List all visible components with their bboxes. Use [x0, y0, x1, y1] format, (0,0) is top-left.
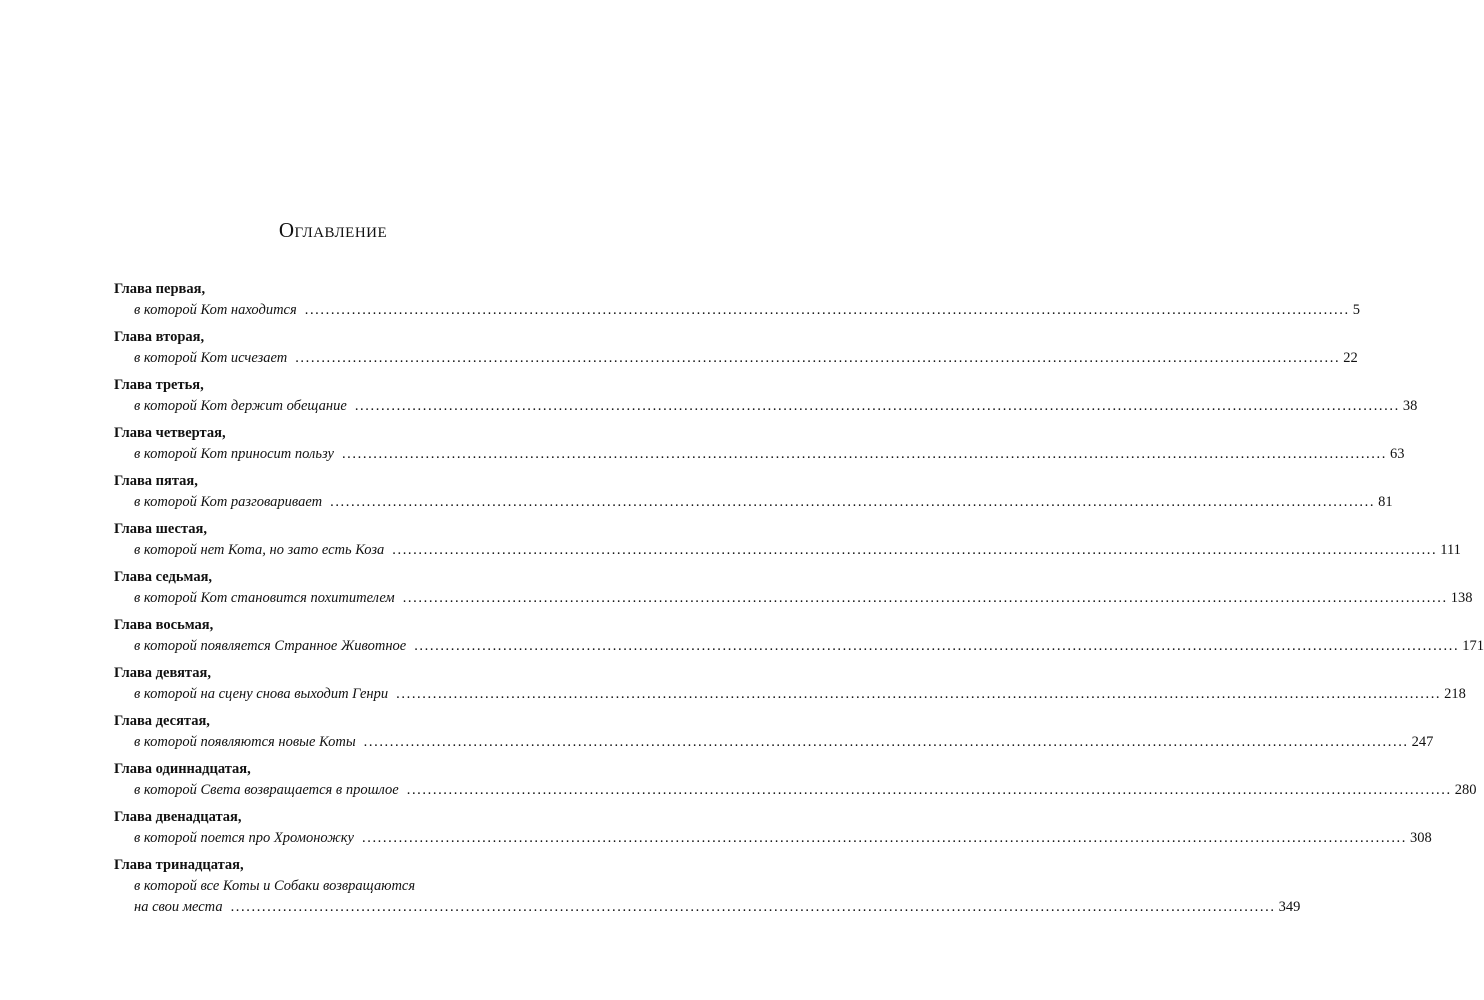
toc-entry: [114, 471, 1393, 513]
table-of-contents: [114, 279, 1484, 924]
chapter-subtitle: в которой нет Кота, но зато есть Коза: [134, 542, 385, 558]
toc-leader-line: [134, 636, 1484, 657]
page-number: 171: [1462, 638, 1484, 654]
chapter-heading: Глава девятая,: [114, 665, 211, 681]
dot-leader: ........................................................................................................................................................................................................: [230, 899, 1276, 915]
chapter-subtitle-continued: на свои места: [134, 899, 223, 915]
chapter-subtitle: в которой Кот приносит пользу: [134, 446, 334, 462]
toc-leader-line: [134, 732, 1434, 753]
toc-leader-line: [134, 444, 1405, 465]
page-title: Оглавление: [278, 218, 388, 242]
chapter-subtitle: в которой появляется Странное Животное: [134, 638, 407, 654]
toc-entry: [114, 519, 1461, 561]
chapter-subtitle: в которой Кот исчезает: [134, 350, 288, 366]
toc-entry: [114, 423, 1405, 465]
toc-leader-line: [134, 300, 1360, 321]
toc-entry: [114, 327, 1358, 369]
chapter-heading: Глава десятая,: [114, 713, 210, 729]
chapter-heading: Глава третья,: [114, 377, 204, 393]
page-number: 38: [1402, 398, 1418, 414]
dot-leader: ........................................................................................................................................................................................................: [330, 494, 1376, 510]
toc-leader-line: [134, 348, 1358, 369]
page-number: 349: [1278, 899, 1301, 915]
toc-leader-line: [134, 492, 1393, 513]
toc-entry: [114, 855, 1301, 918]
page-number: 280: [1454, 782, 1477, 798]
dot-leader: ........................................................................................................................................................................................................: [341, 446, 1387, 462]
chapter-heading: Глава вторая,: [114, 329, 205, 345]
page-number: 22: [1343, 350, 1358, 366]
chapter-subtitle: в которой Кот разговаривает: [134, 494, 323, 510]
chapter-subtitle: в которой Кот держит обещание: [134, 398, 347, 414]
chapter-heading: Глава четвертая,: [114, 425, 226, 441]
toc-leader-line: [134, 897, 1301, 918]
chapter-heading: Глава седьмая,: [114, 569, 213, 585]
chapter-heading: Глава пятая,: [114, 473, 198, 489]
chapter-heading: Глава первая,: [114, 281, 206, 297]
dot-leader: ........................................................................................................................................................................................................: [396, 686, 1442, 702]
chapter-heading: Глава тринадцатая,: [114, 857, 244, 873]
chapter-subtitle: в которой Кот находится: [134, 302, 297, 318]
page-number: 111: [1440, 542, 1461, 558]
chapter-heading: Глава одиннадцатая,: [114, 761, 251, 777]
page-number: 81: [1378, 494, 1393, 510]
toc-leader-line: [134, 396, 1418, 417]
dot-leader: ........................................................................................................................................................................................................: [362, 830, 1407, 846]
toc-leader-line: [134, 588, 1473, 609]
dot-leader: ........................................................................................................................................................................................................: [402, 590, 1448, 606]
chapter-subtitle: в которой Кот становится похитителем: [134, 590, 395, 606]
page-number: 63: [1389, 446, 1405, 462]
dot-leader: ........................................................................................................................................................................................................: [392, 542, 1438, 558]
toc-leader-line: [134, 828, 1432, 849]
toc-entry: [114, 375, 1418, 417]
chapter-heading: Глава восьмая,: [114, 617, 214, 633]
toc-leader-line: [134, 780, 1477, 801]
page-number: 247: [1411, 734, 1434, 750]
toc-entry: [114, 567, 1473, 609]
page-number: 218: [1444, 686, 1466, 702]
chapter-subtitle: в которой все Коты и Собаки возвращаются: [134, 878, 416, 894]
chapter-subtitle: в которой на сцену снова выходит Генри: [134, 686, 389, 702]
page-number: 138: [1450, 590, 1473, 606]
dot-leader: ........................................................................................................................................................................................................: [354, 398, 1400, 414]
toc-entry: [114, 807, 1432, 849]
page-number: 308: [1410, 830, 1432, 846]
toc-entry: [114, 279, 1360, 321]
toc-entry: [114, 663, 1466, 705]
toc-leader-line: [134, 540, 1461, 561]
page-number: 5: [1352, 302, 1360, 318]
dot-leader: ........................................................................................................................................................................................................: [295, 350, 1341, 366]
toc-entry: [114, 615, 1484, 657]
toc-leader-line: [134, 684, 1466, 705]
dot-leader: ........................................................................................................................................................................................................: [363, 734, 1409, 750]
dot-leader: ........................................................................................................................................................................................................: [414, 638, 1460, 654]
chapter-subtitle: в которой появляются новые Коты: [134, 734, 356, 750]
dot-leader: ........................................................................................................................................................................................................: [304, 302, 1350, 318]
chapter-subtitle: в которой Света возвращается в прошлое: [134, 782, 399, 798]
toc-entry: [114, 759, 1477, 801]
chapter-heading: Глава шестая,: [114, 521, 207, 537]
chapter-heading: Глава двенадцатая,: [114, 809, 242, 825]
toc-entry: [114, 711, 1434, 753]
dot-leader: ........................................................................................................................................................................................................: [406, 782, 1452, 798]
chapter-subtitle: в которой поется про Хромоножку: [134, 830, 354, 846]
